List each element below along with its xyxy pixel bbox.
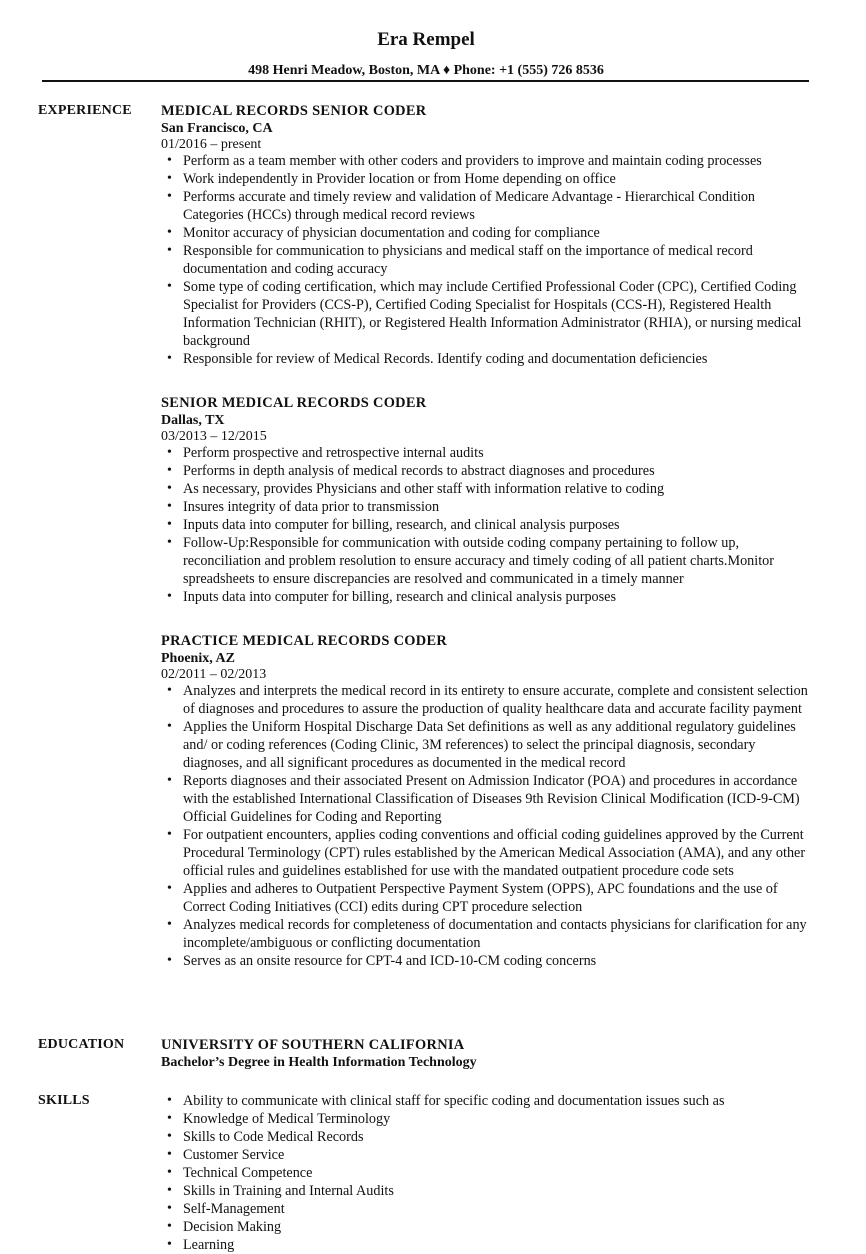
- job-title: MEDICAL RECORDS SENIOR CODER: [161, 103, 427, 119]
- bullet-item: • Perform as a team member with other coders and providers to improve and maintain coding processes: [161, 152, 811, 170]
- job-location: Dallas, TX: [161, 413, 225, 428]
- bullet-item: • Serves as an onsite resource for CPT-4 and ICD-10-CM coding concerns: [161, 952, 811, 970]
- bullet-item: • Reports diagnoses and their associated Present on Admission Indicator (POA) and procedures in accordance with the established International Classification of Diseases 9th Revision Clinical Modification (ICD-9-CM) Official Guidelines for Coding and Reporting: [161, 772, 811, 826]
- skills-body: [161, 1092, 821, 1254]
- bullet-item: • Perform prospective and retrospective internal audits: [161, 444, 811, 462]
- contact-line: 498 Henri Meadow, Boston, MA ♦ Phone: +1 (555) 726 8536: [248, 63, 604, 78]
- bullet-item: • Applies the Uniform Hospital Discharge Data Set definitions as well as any additional regulatory guidelines and/ or coding references (Coding Clinic, 3M references) to select the principal diagnosis, secondary diagnoses, and all significant procedures as documented in the medical record: [161, 718, 811, 772]
- job-dates: 02/2011 – 02/2013: [161, 667, 267, 682]
- bullet-item: • Applies and adheres to Outpatient Perspective Payment System (OPPS), APC foundations and the use of Correct Coding Initiatives (CCI) edits during CPT procedure selection: [161, 880, 811, 916]
- job-entry-1: [161, 102, 821, 368]
- job-bullets: [161, 682, 821, 970]
- skill-item: • Ability to communicate with clinical staff for specific coding and documentation issues such as: [161, 1092, 811, 1110]
- bullet-item: • Work independently in Provider location or from Home depending on office: [161, 170, 811, 188]
- skill-item: • Self-Management: [161, 1200, 811, 1218]
- school-name: UNIVERSITY OF SOUTHERN CALIFORNIA: [161, 1037, 465, 1053]
- bullet-item: • As necessary, provides Physicians and other staff with information relative to coding: [161, 480, 811, 498]
- experience-heading: EXPERIENCE: [38, 103, 132, 118]
- bullet-item: • Analyzes and interprets the medical record in its entirety to ensure accurate, complete and consistent selection of diagnoses and procedures to assure the production of quality healthcare data and accurate facility payment: [161, 682, 811, 718]
- resume-name: Era Rempel: [377, 29, 475, 50]
- skill-item: • Learning: [161, 1236, 811, 1254]
- bullet-item: • Performs accurate and timely review and validation of Medicare Advantage - Hierarchical Condition Categories (HCCs) through medical record reviews: [161, 188, 811, 224]
- education-body: [161, 1036, 821, 1072]
- skills-list: [161, 1092, 821, 1254]
- education-heading: EDUCATION: [38, 1037, 125, 1052]
- bullet-item: • Insures integrity of data prior to transmission: [161, 498, 811, 516]
- header-divider: [42, 80, 809, 82]
- job-location: Phoenix, AZ: [161, 651, 235, 666]
- bullet-item: • Responsible for communication to physicians and medical staff on the importance of medical record documentation and coding accuracy: [161, 242, 811, 278]
- skill-item: • Technical Competence: [161, 1164, 811, 1182]
- bullet-item: • Inputs data into computer for billing, research and clinical analysis purposes: [161, 588, 811, 606]
- bullet-item: • Responsible for review of Medical Records. Identify coding and documentation deficiencies: [161, 350, 811, 368]
- job-title: PRACTICE MEDICAL RECORDS CODER: [161, 633, 448, 649]
- job-dates: 01/2016 – present: [161, 137, 262, 152]
- skill-item: • Knowledge of Medical Terminology: [161, 1110, 811, 1128]
- bullet-item: • Some type of coding certification, which may include Certified Professional Coder (CPC), Certified Coding Specialist for Providers (CCS-P), Certified Coding Specialist for Hospitals (CCS-H), Registered Health Information Technician (RHIT), or Registered Health Information Administrator (RHIA), or nursing medical background: [161, 278, 811, 350]
- bullet-item: • Analyzes medical records for completeness of documentation and contacts physicians for clarification for any incomplete/ambiguous or conflicting documentation: [161, 916, 811, 952]
- skill-item: • Skills in Training and Internal Audits: [161, 1182, 811, 1200]
- skill-item: • Decision Making: [161, 1218, 811, 1236]
- skill-item: • Customer Service: [161, 1146, 811, 1164]
- job-bullets: [161, 152, 821, 368]
- bullet-item: • Monitor accuracy of physician documentation and coding for compliance: [161, 224, 811, 242]
- bullet-item: • Performs in depth analysis of medical records to abstract diagnoses and procedures: [161, 462, 811, 480]
- bullet-item: • Inputs data into computer for billing, research, and clinical analysis purposes: [161, 516, 811, 534]
- bullet-item: • Follow-Up:Responsible for communication with outside coding company pertaining to follow up, reconciliation and problem resolution to ensure accuracy and timely coding of all patient charts.Monitor spreadsheets to ensure discrepancies are resolved and communicated in a timely manner: [161, 534, 811, 588]
- degree: Bachelor’s Degree in Health Information Technology: [161, 1055, 477, 1070]
- job-entry-3: [161, 632, 821, 970]
- job-title: SENIOR MEDICAL RECORDS CODER: [161, 395, 427, 411]
- job-bullets: [161, 444, 821, 606]
- skills-heading: SKILLS: [38, 1093, 90, 1108]
- bullet-item: • For outpatient encounters, applies coding conventions and official coding guidelines approved by the Current Procedural Terminology (CPT) rules established by the American Medical Association (AMA), and any other official rules and guidelines established for use with the mandated outpatient procedure code sets: [161, 826, 811, 880]
- job-dates: 03/2013 – 12/2015: [161, 429, 267, 444]
- job-location: San Francisco, CA: [161, 121, 273, 136]
- job-entry-2: [161, 394, 821, 606]
- skill-item: • Skills to Code Medical Records: [161, 1128, 811, 1146]
